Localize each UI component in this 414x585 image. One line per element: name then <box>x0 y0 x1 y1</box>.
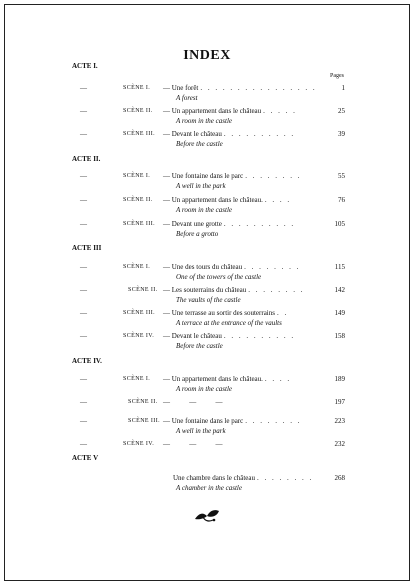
page-number: 149 <box>334 309 345 317</box>
scene-label: SCÈNE III. <box>128 418 160 424</box>
entry-title: — Une fontaine dans le parc <box>163 172 244 180</box>
page-number: 39 <box>338 130 345 138</box>
leader-dots: . . . . . . . . <box>245 172 302 180</box>
index-entry <box>163 130 345 138</box>
leader-dots: . . . . . . . . . . <box>223 220 296 228</box>
entry-title: — Les souterrains du château <box>163 286 247 294</box>
page-number: 1 <box>341 84 345 92</box>
row-dash: — <box>80 130 87 138</box>
index-entry <box>163 84 345 92</box>
scene-label: SCÈNE I. <box>123 264 151 270</box>
leaf-ornament-icon <box>193 507 221 528</box>
leader-dots: . . . . . . . . <box>248 286 305 294</box>
page-number: 142 <box>334 286 345 294</box>
entry-translation: The vaults of the castle <box>176 296 241 304</box>
act-heading: ACTE I. <box>72 62 98 70</box>
index-entry <box>163 332 345 340</box>
entry-title: — Une des tours du château <box>163 263 243 271</box>
row-dash: — <box>80 220 87 228</box>
entry-title: — — — <box>163 440 223 448</box>
page-number: 55 <box>338 172 345 180</box>
act-heading: ACTE III <box>72 244 102 252</box>
index-entry <box>163 263 345 271</box>
entry-translation: Before a grotto <box>176 230 219 238</box>
scene-label: SCÈNE III. <box>123 221 155 227</box>
entry-translation: Before the castle <box>176 342 223 350</box>
scene-label: SCÈNE II. <box>128 399 158 405</box>
leader-dots: . . <box>276 309 289 317</box>
entry-title: — Un appartement dans le château <box>163 107 262 115</box>
page-number: 189 <box>334 375 345 383</box>
leader-dots: . . . . . . . . <box>257 474 314 482</box>
index-entry <box>163 375 345 383</box>
index-entry <box>163 309 345 317</box>
entry-translation: A well in the park <box>176 427 226 435</box>
scene-label: SCÈNE I. <box>123 85 151 91</box>
entry-translation: Before the castle <box>176 140 223 148</box>
entry-translation: A well in the park <box>176 182 226 190</box>
index-entry <box>163 440 345 448</box>
index-entry <box>163 220 345 228</box>
entry-title: — Devant le château <box>163 130 222 138</box>
row-dash: — <box>80 398 87 406</box>
leader-dots: . . . . . . . . . . <box>223 332 296 340</box>
leader-dots: . . . . <box>264 196 292 204</box>
index-entry <box>163 417 345 425</box>
leader-dots: . . . . <box>264 375 292 383</box>
page-number: 197 <box>334 398 345 406</box>
page-number: 232 <box>334 440 345 448</box>
index-entry <box>163 107 345 115</box>
scene-label: SCÈNE III. <box>123 131 155 137</box>
entry-translation: One of the towers of the castle <box>176 273 262 281</box>
entry-title: — Devant le château <box>163 332 222 340</box>
row-dash: — <box>80 172 87 180</box>
page-number: 158 <box>334 332 345 340</box>
page-number: 105 <box>334 220 345 228</box>
act-heading: ACTE II. <box>72 155 101 163</box>
index-entry <box>173 474 345 482</box>
entry-title: — Une forêt <box>163 84 199 92</box>
row-dash: — <box>80 196 87 204</box>
leader-dots: . . . . . . . . <box>244 263 301 271</box>
scene-label: SCÈNE I. <box>123 376 151 382</box>
row-dash: — <box>80 84 87 92</box>
page-number: 223 <box>334 417 345 425</box>
page-number: 115 <box>334 263 345 271</box>
leader-dots: . . . . . . . . . . . . . . . . <box>200 84 317 92</box>
index-entry <box>163 286 345 294</box>
index-entry <box>163 196 345 204</box>
pages-column-label: Pages <box>330 73 344 79</box>
scene-label: SCÈNE III. <box>123 310 155 316</box>
row-dash: — <box>80 375 87 383</box>
row-dash: — <box>80 107 87 115</box>
entry-translation: A terrace at the entrance of the vaults <box>176 319 282 327</box>
leader-dots: . . . . . . . . . . <box>223 130 296 138</box>
page-title: INDEX <box>183 48 231 63</box>
entry-title: — Une fontaine dans le parc <box>163 417 244 425</box>
page-number: 268 <box>334 474 345 482</box>
leader-dots: . . . . . <box>263 107 297 115</box>
entry-translation: A forest <box>176 94 198 102</box>
row-dash: — <box>80 417 87 425</box>
leader-dots: . . . . . . . . <box>245 417 302 425</box>
scene-label: SCÈNE II. <box>128 287 158 293</box>
entry-title: — Un appartement dans le château. <box>163 375 263 383</box>
scene-label: SCÈNE II. <box>123 197 153 203</box>
entry-title: — Devant une grotte <box>163 220 222 228</box>
page-number: 25 <box>338 107 345 115</box>
scene-label: SCÈNE IV. <box>123 441 155 447</box>
index-entry <box>163 398 345 406</box>
row-dash: — <box>80 332 87 340</box>
page-number: 76 <box>338 196 345 204</box>
entry-translation: A room in the castle <box>176 385 232 393</box>
act-heading: ACTE IV. <box>72 357 102 365</box>
index-entry <box>163 172 345 180</box>
entry-translation: A chamber in the castle <box>176 484 242 492</box>
row-dash: — <box>80 309 87 317</box>
row-dash: — <box>80 440 87 448</box>
act-heading: ACTE V <box>72 454 99 462</box>
row-dash: — <box>80 286 87 294</box>
scene-label: SCÈNE IV. <box>123 333 155 339</box>
row-dash: — <box>80 263 87 271</box>
entry-title: Une chambre dans le château <box>173 474 256 482</box>
entry-title: — Une terrasse au sortir des souterrains <box>163 309 275 317</box>
entry-translation: A room in the castle <box>176 206 232 214</box>
entry-title: — Un appartement dans le château. <box>163 196 263 204</box>
entry-translation: A room in the castle <box>176 117 232 125</box>
scene-label: SCÈNE II. <box>123 108 153 114</box>
scene-label: SCÈNE I. <box>123 173 151 179</box>
entry-title: — — — <box>163 398 223 406</box>
